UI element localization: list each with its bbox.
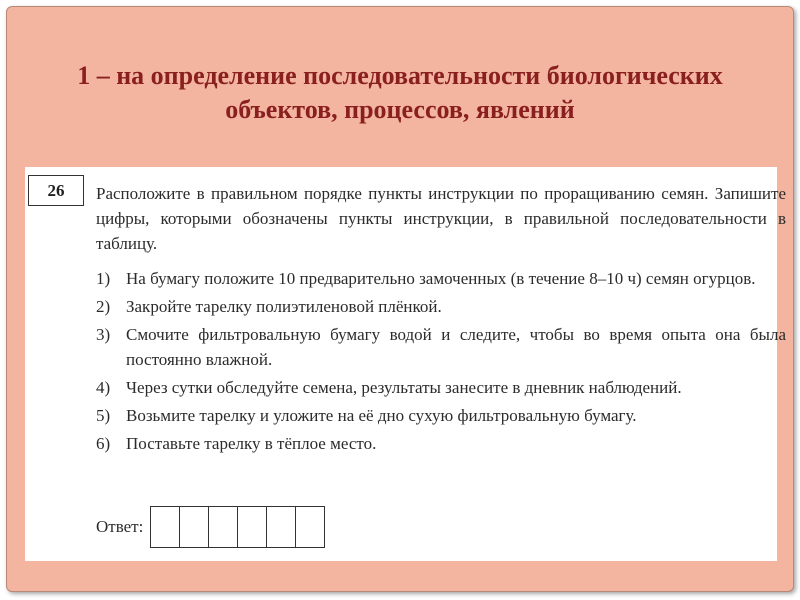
list-item-text: Возьмите тарелку и уложите на её дно сухую фильтровальную бумагу. bbox=[126, 406, 637, 425]
list-item-number: 2) bbox=[96, 297, 111, 316]
list-item bbox=[96, 294, 786, 319]
task-body bbox=[96, 181, 786, 459]
list-item-text: На бумагу положите 10 предварительно замоченных (в течение 8–10 ч) семян огурцов. bbox=[126, 269, 756, 288]
answer-grid bbox=[150, 506, 325, 548]
list-item bbox=[96, 403, 786, 428]
answer-cell[interactable] bbox=[180, 507, 209, 547]
list-item-number: 1) bbox=[96, 269, 111, 288]
list-item-text: Закройте тарелку полиэтиленовой плёнкой. bbox=[126, 297, 442, 316]
list-item-number: 6) bbox=[96, 434, 111, 453]
answer-cell[interactable] bbox=[209, 507, 238, 547]
slide-title-line1: 1 – на определение последовательности биологических bbox=[77, 61, 723, 90]
slide bbox=[6, 6, 794, 592]
list-item-number: 4) bbox=[96, 378, 111, 397]
task-instruction: Расположите в правильном порядке пункты инструкции по проращиванию семян. Запишите цифры, которыми обозначены пункты инструкции, в правильной последовательности в таблицу. bbox=[96, 184, 786, 253]
answer-row bbox=[96, 506, 325, 548]
list-item-number: 5) bbox=[96, 406, 111, 425]
list-item bbox=[96, 266, 786, 291]
list-item-text: Смочите фильтровальную бумагу водой и следите, чтобы во время опыта она была постоянно влажной. bbox=[126, 325, 786, 369]
list-item-number: 3) bbox=[96, 325, 111, 344]
task-card bbox=[25, 167, 786, 561]
answer-cell[interactable] bbox=[151, 507, 180, 547]
list-item-text: Через сутки обследуйте семена, результаты занесите в дневник наблюдений. bbox=[126, 378, 682, 397]
list-item-text: Поставьте тарелку в тёплое место. bbox=[126, 434, 377, 453]
slide-title-line2: объектов, процессов, явлений bbox=[225, 95, 575, 124]
answer-label: Ответ: bbox=[96, 517, 144, 536]
slide-title bbox=[27, 59, 773, 127]
answer-cell[interactable] bbox=[267, 507, 296, 547]
list-item bbox=[96, 322, 786, 372]
instruction-list bbox=[96, 266, 786, 456]
list-item bbox=[96, 375, 786, 400]
answer-cell[interactable] bbox=[296, 507, 324, 547]
list-item bbox=[96, 431, 786, 456]
answer-cell[interactable] bbox=[238, 507, 267, 547]
question-number: 26 bbox=[28, 175, 84, 206]
